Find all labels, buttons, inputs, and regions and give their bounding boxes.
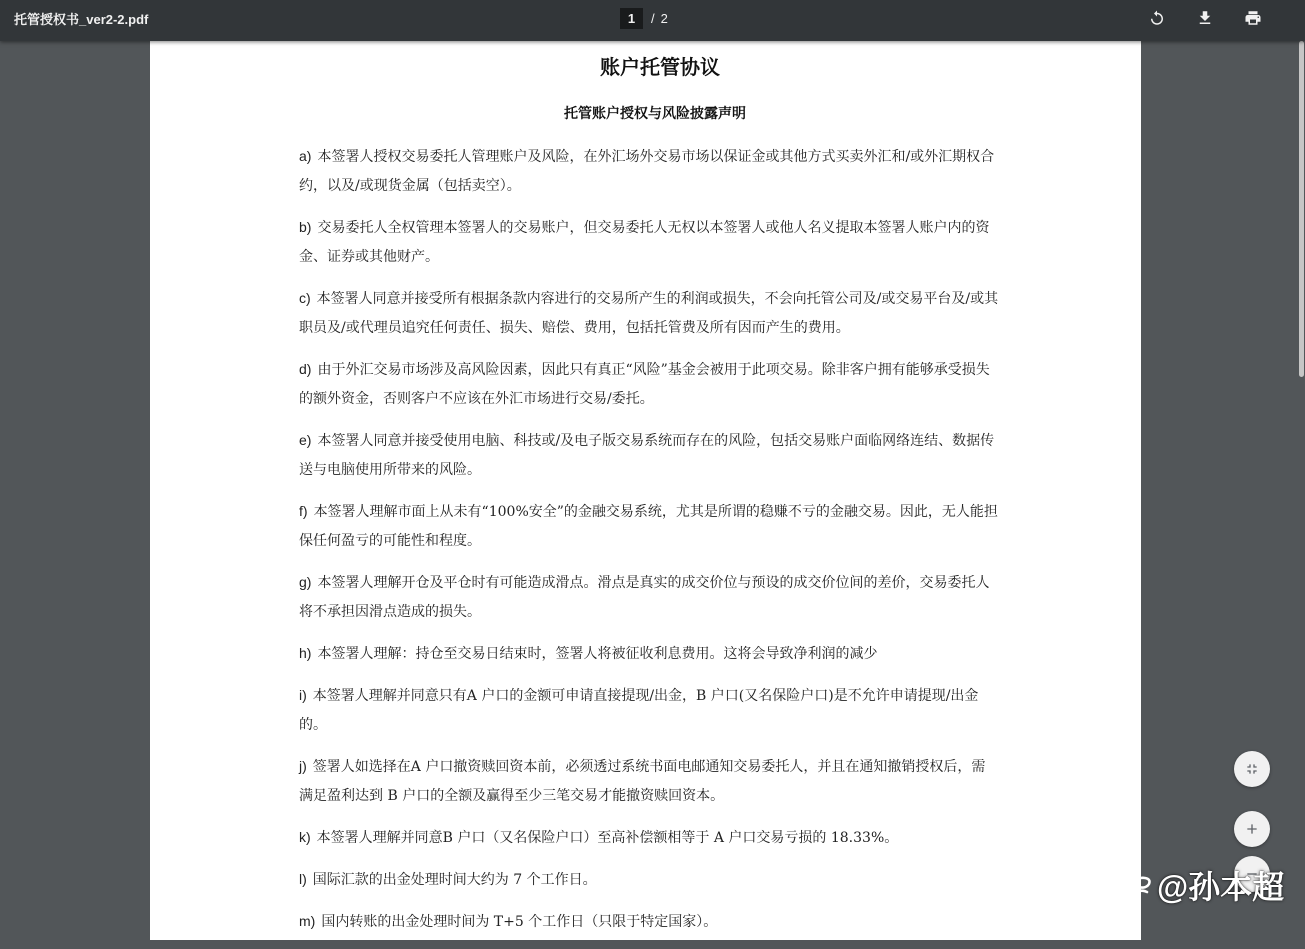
fit-page-button[interactable]	[1234, 751, 1270, 787]
clause-item	[299, 865, 999, 895]
clause-label: l)	[299, 871, 307, 887]
document-subtitle: 托管账户授权与风险披露声明	[564, 105, 746, 121]
clause-label: b)	[299, 219, 312, 235]
clause-text: 国内转账的出金处理时间为 T+5 个工作日（只限于特定国家）。	[321, 914, 718, 930]
fit-page-icon	[1244, 761, 1260, 777]
clause-text: 本签署人理解：持仓至交易日结束时，签署人将被征收利息费用。这将会导致净利润的减少	[317, 646, 878, 662]
clause-item	[299, 213, 999, 272]
page-selector	[620, 7, 668, 29]
clause-text: 本签署人理解并同意只有A 户口的金额可申请直接提现/出金，B 户口(又名保险户口)是不允许申请提现/出金的。	[299, 688, 979, 733]
toutiao-logo-icon	[1125, 870, 1155, 900]
clause-item	[299, 681, 999, 740]
clause-text: 本签署人理解并同意B 户口（又名保险户口）至高补偿额相等于 A 户口交易亏损的 18.33%。	[316, 830, 899, 846]
vertical-scrollbar[interactable]	[1297, 41, 1305, 940]
clause-list	[299, 142, 999, 949]
rotate-button[interactable]	[1142, 5, 1172, 31]
pdf-page	[150, 41, 1141, 940]
clause-label: e)	[299, 432, 312, 448]
clause-item	[299, 142, 999, 201]
clause-item	[299, 355, 999, 414]
clause-label: m)	[299, 913, 316, 929]
clause-text: 本签署人理解市面上从未有“100%安全”的金融交易系统，尤其是所谓的稳赚不亏的金融交易。因此，无人能担保任何盈亏的可能性和程度。	[299, 504, 998, 549]
clause-text: 本签署人同意并接受使用电脑、科技或/及电子版交易系统而存在的风险，包括交易账户面临网络连结、数据传送与电脑使用所带来的风险。	[299, 433, 995, 478]
clause-item	[299, 752, 999, 811]
download-icon	[1196, 9, 1214, 27]
clause-label: i)	[299, 687, 307, 703]
clause-item	[299, 497, 999, 556]
clause-text: 本签署人理解开仓及平仓时有可能造成滑点。滑点是真实的成交价位与预设的成交价位间的差价，交易委托人将不承担因滑点造成的损失。	[299, 575, 990, 620]
clause-label: g)	[299, 574, 312, 590]
print-button[interactable]	[1238, 5, 1268, 31]
clause-text: 签署人如选择在A 户口撤资赎回资本前，必须透过系统书面电邮通知交易委托人，并且在通知撤销授权后，需满足盈利达到 B 户口的全额及赢得至少三笔交易才能撤资赎回资本。	[299, 759, 986, 804]
clause-label: f)	[299, 503, 308, 519]
clause-text: 本签署人授权交易委托人管理账户及风险，在外汇场外交易市场以保证金或其他方式买卖外汇和/或外汇期权合约，以及/或现货金属（包括卖空）。	[299, 149, 995, 194]
clause-label: h)	[299, 645, 312, 661]
page-number-input[interactable]	[620, 8, 643, 29]
pdf-toolbar	[0, 0, 1305, 41]
clause-text: 交易委托人全权管理本签署人的交易账户，但交易委托人无权以本签署人或他人名义提取本签署人账户内的资金、证券或其他财产。	[299, 220, 990, 265]
zoom-in-button[interactable]	[1234, 811, 1270, 847]
clause-item	[299, 568, 999, 627]
download-button[interactable]	[1190, 5, 1220, 31]
scrollbar-thumb[interactable]	[1299, 41, 1304, 377]
clause-item	[299, 284, 999, 343]
print-icon	[1244, 9, 1262, 27]
rotate-icon	[1148, 9, 1166, 27]
page-total: 2	[660, 10, 668, 26]
document-filename: 托管授权书_ver2-2.pdf	[14, 12, 149, 27]
clause-text: 由于外汇交易市场涉及高风险因素，因此只有真正“风险”基金会被用于此项交易。除非客户拥有能够承受损失的额外资金，否则客户不应该在外汇市场进行交易/委托。	[299, 362, 990, 407]
page-separator: /	[651, 10, 655, 26]
clause-label: j)	[299, 758, 307, 774]
clause-text: 国际汇款的出金处理时间大约为 7 个工作日。	[312, 872, 597, 888]
clause-label: k)	[299, 829, 311, 845]
watermark	[1125, 862, 1284, 908]
watermark-text: @孙本超	[1157, 869, 1285, 905]
zoom-in-icon	[1244, 821, 1260, 837]
clause-item	[299, 823, 999, 853]
clause-label: d)	[299, 361, 312, 377]
clause-text: 本签署人同意并接受所有根据条款内容进行的交易所产生的利润或损失，不会向托管公司及/或交易平台及/或其职员及/或代理员追究任何责任、损失、赔偿、费用，包括托管费及所有因而产生的费用。	[299, 291, 999, 336]
clause-label: a)	[299, 148, 312, 164]
clause-item	[299, 907, 999, 937]
document-title: 账户托管协议	[600, 57, 720, 79]
clause-item	[299, 426, 999, 485]
clause-item	[299, 639, 999, 669]
clause-label: c)	[299, 290, 311, 306]
